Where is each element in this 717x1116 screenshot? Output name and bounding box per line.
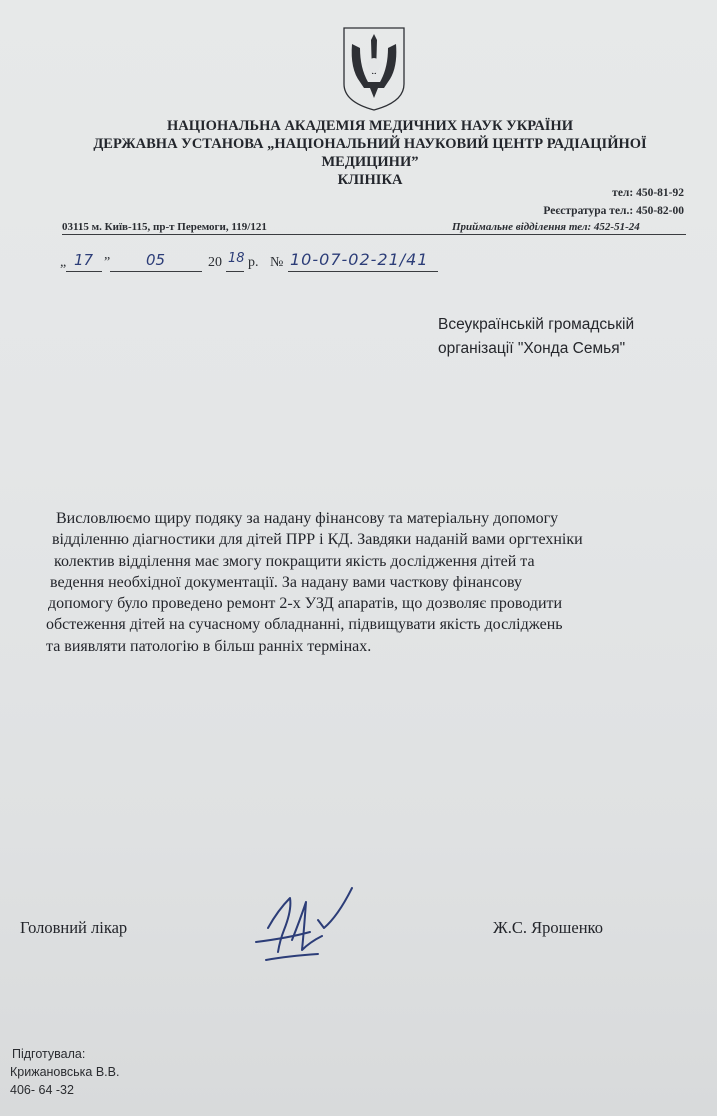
addressee-line-2: організації "Хонда Семья" bbox=[438, 340, 626, 357]
body-line: ведення необхідної документації. За надану вами часткову фінансову bbox=[50, 573, 522, 591]
body-line: колектив відділення має змогу покращити якість дослідження дітей та bbox=[54, 552, 535, 570]
body-line: Висловлюємо щиру подяку за надану фінансову та матеріальну допомогу bbox=[56, 510, 559, 527]
date-close-quote: ” bbox=[104, 255, 111, 270]
prepared-label: Підготувала: bbox=[12, 1047, 86, 1061]
header-line-institution: ДЕРЖАВНА УСТАНОВА „НАЦІОНАЛЬНИЙ НАУКОВИЙ ЦЕНТР РАДІАЦІЙНОЇ bbox=[93, 136, 647, 152]
body-line: допомогу було проведено ремонт 2-х УЗД апаратів, що дозволяє проводити bbox=[48, 595, 563, 613]
date-year-prefix: 20 bbox=[208, 255, 222, 270]
signatory-title: Головний лікар bbox=[20, 918, 128, 937]
handwritten-signature-icon bbox=[248, 880, 378, 980]
date-day: 17 bbox=[74, 251, 94, 269]
signatory-name: Ж.С. Ярошенко bbox=[493, 918, 603, 937]
body-line: відділенню діагностики для дітей ПРР і КД. Завдяки наданій вами оргтехніки bbox=[52, 531, 583, 549]
trident-emblem-icon bbox=[338, 24, 410, 112]
contact-phone: тел: 450-81-92 bbox=[612, 187, 684, 199]
header-line-clinic: КЛІНІКА bbox=[337, 172, 403, 188]
contact-registry: Реєстратура тел.: 450-82-00 bbox=[543, 205, 684, 217]
date-year-suffix: 18 bbox=[228, 251, 245, 266]
prepared-phone: 406- 64 -32 bbox=[10, 1083, 74, 1097]
ref-number: 10-07-02-21/41 bbox=[290, 250, 429, 269]
address-text: 03115 м. Київ-115, пр-т Перемоги, 119/121 bbox=[62, 221, 267, 233]
body-line: обстеження дітей на сучасному обладнанні, підвищувати якість досліджень bbox=[46, 616, 563, 634]
body-line: та виявляти патологію в більш ранніх термінах. bbox=[46, 637, 372, 655]
letter-body bbox=[46, 508, 688, 657]
prepared-name: Крижановська В.В. bbox=[10, 1065, 120, 1079]
header-line-medicine: МЕДИЦИНИ” bbox=[321, 154, 419, 170]
date-month: 05 bbox=[146, 251, 166, 269]
addressee bbox=[438, 313, 634, 361]
date-open-quote: „ bbox=[60, 255, 67, 270]
date-year-label: р. bbox=[248, 255, 259, 270]
ref-number-label: № bbox=[270, 255, 284, 270]
contact-reception: Приймальне відділення тел: 452-51-24 bbox=[452, 221, 640, 233]
header-line-academy: НАЦІОНАЛЬНА АКАДЕМІЯ МЕДИЧНИХ НАУК УКРАЇНИ bbox=[167, 118, 573, 134]
addressee-line-1: Всеукраїнській громадській bbox=[438, 316, 635, 333]
